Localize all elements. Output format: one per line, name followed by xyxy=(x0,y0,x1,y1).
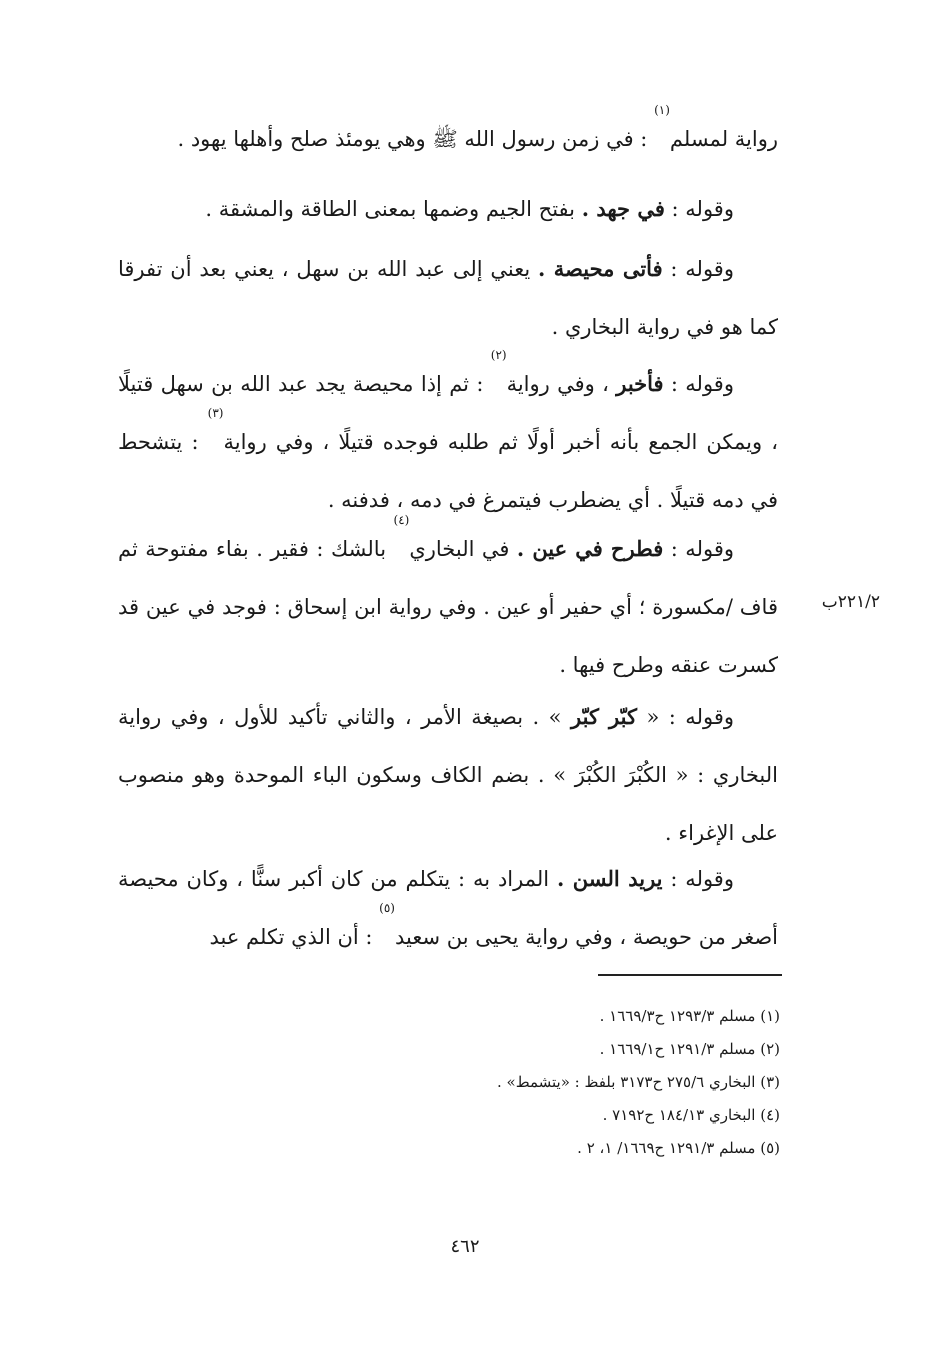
quoted-term: في جهد . xyxy=(581,196,665,221)
body-paragraph xyxy=(118,850,778,966)
footnote: (٤) البخاري ١٨٤/١٣ ح٧١٩٢ . xyxy=(602,1106,780,1124)
body-paragraph xyxy=(118,240,778,356)
body-text: وقوله : xyxy=(664,197,734,221)
body-text: : أن الذي تكلم عبد xyxy=(209,925,380,949)
quoted-term: فأخبر xyxy=(616,371,664,396)
footnote: (٣) البخاري ٢٧٥/٦ ح٣١٧٣ بلفظ : «يتشمط» . xyxy=(497,1073,780,1091)
paragraph-1 xyxy=(118,103,778,168)
footnote-ref: (٥) xyxy=(379,901,395,915)
paragraph-2 xyxy=(118,180,778,238)
paragraph-4 xyxy=(118,348,778,529)
body-text: : ثم إذا محيصة يجد عبد الله بن سهل قتيلًا ، ويمكن الجمع بأنه أخبر أولًا ثم طلبه فوجده قتيلًا ، وفي رواية xyxy=(118,372,778,454)
body-text: بفتح الجيم وضمها بمعنى الطاقة والمشقة . xyxy=(205,197,582,221)
body-text: المراد به : يتكلم من كان أكبر سنًّا ، وكان محيصة أصغر من حويصة ، وفي رواية يحيى بن سعيد xyxy=(118,867,778,949)
quoted-term: كبّر كبّر xyxy=(571,704,637,729)
body-text: وقوله : xyxy=(663,372,734,396)
body-text: في البخاري xyxy=(409,537,517,561)
footnote: (١) مسلم ١٢٩٣/٣ ح١٦٦٩/٣ . xyxy=(599,1007,780,1025)
footnote-ref: (٢) xyxy=(490,348,507,362)
footnote-separator xyxy=(598,974,782,976)
body-text: وقوله : xyxy=(662,867,734,891)
margin-folio-note: ٢٢١/٢ب xyxy=(821,592,880,612)
body-paragraph xyxy=(118,180,778,238)
body-text: بالشك : فقير . بفاء مفتوحة ثم قاف /مكسورة ؛ أي حفير أو عين . وفي رواية ابن إسحاق : فوجد في عين قد كسرت عنقه وطرح فيها . xyxy=(118,537,778,677)
paragraph-3 xyxy=(118,240,778,356)
quoted-term: فطرح في عين . xyxy=(516,536,664,561)
footnote-ref: (٣) xyxy=(207,406,224,420)
body-paragraph xyxy=(118,688,778,862)
body-text: : في زمن رسول الله ﷺ وهي يومئذ صلح وأهلها يهود . xyxy=(177,127,655,151)
quoted-term: فأتى محيصة . xyxy=(538,256,663,281)
paragraph-6 xyxy=(118,688,778,862)
quoted-term: يريد السن . xyxy=(556,866,663,891)
body-text: » . بصيغة الأمر ، والثاني تأكيد للأول ، وفي رواية البخاري : « الكُبْرَ الكُبْرَ » . بضم الكاف وسكون الباء الموحدة وهو منصوب على الإغراء . xyxy=(118,705,778,845)
footnote: (٢) مسلم ١٢٩١/٣ ح١٦٦٩/١ . xyxy=(599,1040,780,1058)
body-text: وقوله : « xyxy=(636,705,734,729)
body-text: رواية لمسلم xyxy=(669,127,778,151)
footnote-ref: (٤) xyxy=(393,513,410,527)
footnote-ref: (١) xyxy=(654,103,670,117)
footnote: (٥) مسلم ١٢٩١/٣ ح١٦٦٩/ ١، ٢ . xyxy=(577,1139,780,1157)
body-text: وقوله : xyxy=(663,537,734,561)
footnotes-section xyxy=(300,1000,780,1165)
body-text: ، وفي رواية xyxy=(506,372,617,396)
body-text: : يتشحط في دمه قتيلًا . أي يضطرب فيتمرغ في دمه ، فدفنه . xyxy=(118,430,778,512)
body-text: يعني إلى عبد الله بن سهل ، يعني بعد أن تفرقا كما هو في رواية البخاري . xyxy=(118,257,778,339)
paragraph-5 xyxy=(118,513,778,694)
body-paragraph xyxy=(118,348,778,529)
paragraph-7 xyxy=(118,850,778,966)
body-paragraph xyxy=(118,513,778,694)
page-number: ٤٦٢ xyxy=(450,1236,480,1257)
body-text: وقوله : xyxy=(662,257,734,281)
body-paragraph xyxy=(118,103,778,168)
